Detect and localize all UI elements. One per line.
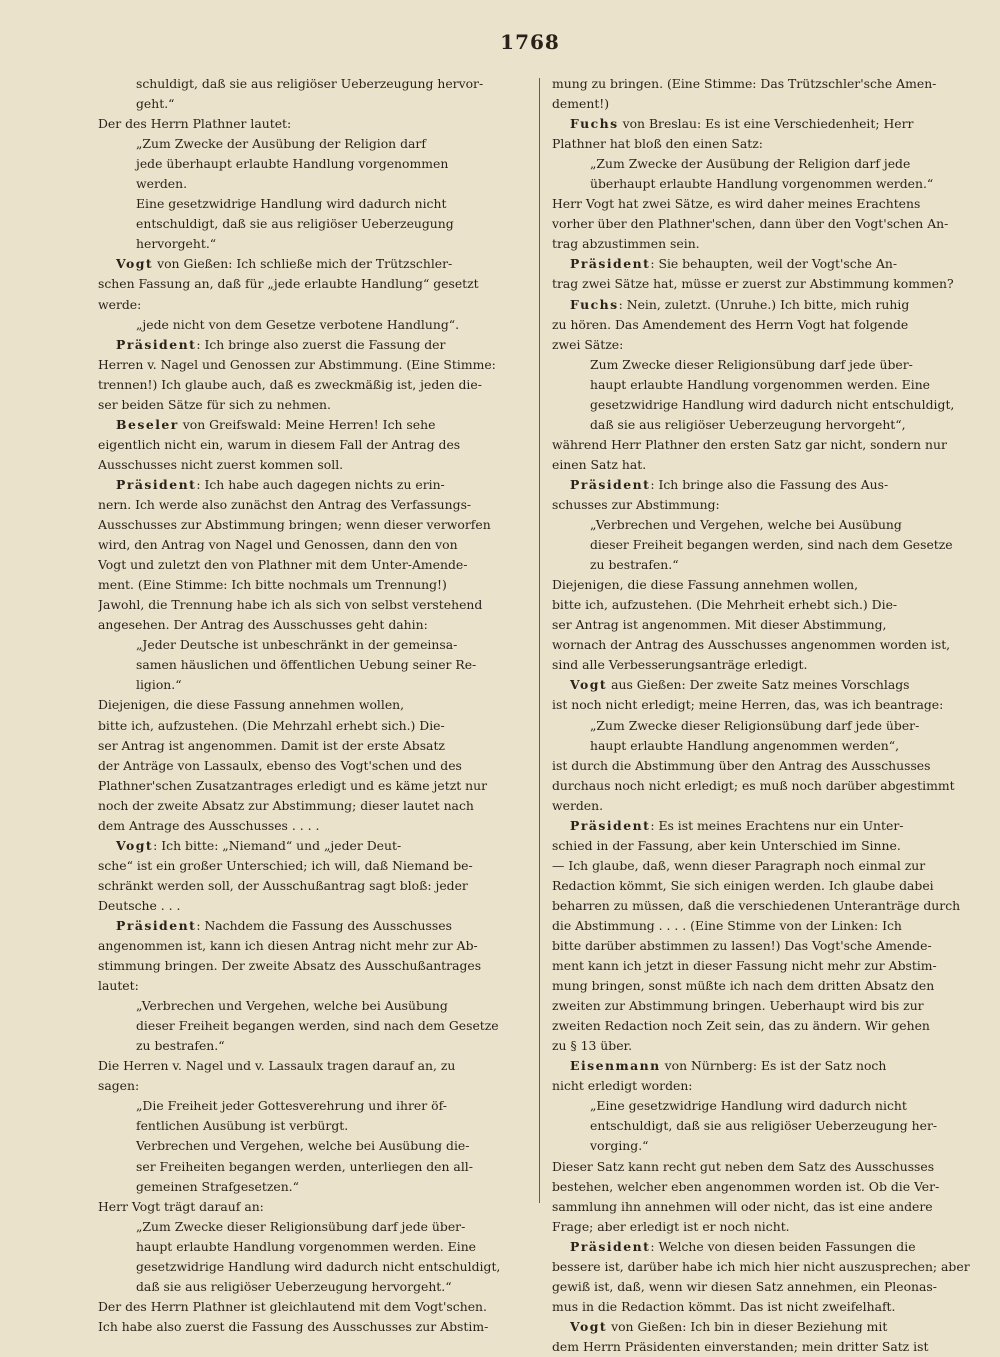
line-text: haupt erlaubte Handlung vorgenommen werden. Eine bbox=[136, 1238, 477, 1254]
text-line bbox=[98, 1317, 530, 1337]
text-line bbox=[98, 896, 530, 916]
text-line bbox=[552, 936, 976, 956]
line-text: Plathner'schen Zusatzantrages erledigt und es käme jetzt nur bbox=[98, 777, 488, 793]
speaker-name: Vogt bbox=[116, 256, 154, 272]
line-text: Jawohl, die Trennung habe ich als sich von selbst verstehend bbox=[98, 597, 483, 613]
quoted-text-line bbox=[98, 194, 530, 214]
line-text: mus in die Redaction kömmt. Das ist nicht zweifelhaft. bbox=[552, 1298, 896, 1314]
line-text: gemeinen Strafgesetzen.“ bbox=[136, 1178, 299, 1194]
line-text: dem Antrage des Ausschusses . . . . bbox=[98, 817, 320, 833]
line-text: zu hören. Das Amendement des Herrn Vogt hat folgende bbox=[552, 316, 909, 332]
quoted-text-line bbox=[98, 1036, 530, 1056]
line-text: bitte ich, aufzustehen. (Die Mehrzahl erhebt sich.) Die- bbox=[98, 717, 445, 733]
text-line bbox=[552, 1297, 976, 1317]
quoted-text-line bbox=[552, 174, 976, 194]
quoted-text-line bbox=[98, 675, 530, 695]
quoted-text-line bbox=[98, 1257, 530, 1277]
quoted-text-line bbox=[98, 1157, 530, 1177]
line-text: von Gießen: Ich schließe mich der Trützschler- bbox=[153, 256, 453, 272]
line-text: „Zum Zwecke dieser Religionsübung darf jede über- bbox=[590, 717, 920, 733]
quoted-text-line bbox=[98, 1177, 530, 1197]
text-line bbox=[552, 916, 976, 936]
line-text: „Zum Zwecke dieser Religionsübung darf jede über- bbox=[136, 1218, 466, 1234]
line-text: nern. Ich werde also zunächst den Antrag des Verfassungs- bbox=[98, 496, 472, 512]
speaker-line bbox=[98, 335, 530, 355]
line-text: : Welche von diesen beiden Fassungen die bbox=[650, 1238, 916, 1254]
speaker-line bbox=[98, 415, 530, 435]
text-line bbox=[552, 495, 976, 515]
line-text: : Nein, zuletzt. (Unruhe.) Ich bitte, mich ruhig bbox=[618, 296, 910, 312]
line-text: : Ich bitte: „Niemand“ und „jeder Deut- bbox=[153, 837, 402, 853]
quoted-text-line bbox=[552, 515, 976, 535]
line-text: werden. bbox=[552, 797, 604, 813]
speaker-line bbox=[98, 475, 530, 495]
text-line bbox=[552, 1016, 976, 1036]
text-line bbox=[552, 595, 976, 615]
line-text: ligion.“ bbox=[136, 677, 182, 693]
line-text: Frage; aber erledigt ist er noch nicht. bbox=[552, 1218, 790, 1234]
line-text: hervorgeht.“ bbox=[136, 236, 217, 252]
text-line bbox=[552, 575, 976, 595]
line-text: Zum Zwecke dieser Religionsübung darf jede über- bbox=[590, 356, 913, 372]
text-line bbox=[552, 615, 976, 635]
line-text: dem Herrn Präsidenten einverstanden; mein dritter Satz ist bbox=[552, 1338, 929, 1354]
line-text: eigentlich nicht ein, warum in diesem Fall der Antrag des bbox=[98, 436, 461, 452]
line-text: gesetzwidrige Handlung wird dadurch nicht entschuldigt, bbox=[590, 396, 955, 412]
text-line bbox=[552, 635, 976, 655]
line-text: schuldigt, daß sie aus religiöser Ueberzeugung hervor- bbox=[136, 76, 484, 91]
text-line bbox=[552, 1177, 976, 1197]
line-text: ser Freiheiten begangen werden, unterliegen den all- bbox=[136, 1158, 473, 1174]
quoted-text-line bbox=[98, 1277, 530, 1297]
quoted-text-line bbox=[98, 1136, 530, 1156]
quoted-text-line bbox=[552, 1096, 976, 1116]
line-text: „Zum Zwecke der Ausübung der Religion darf jede bbox=[590, 156, 911, 172]
speaker-line bbox=[98, 254, 530, 274]
line-text: schen Fassung an, daß für „jede erlaubte Handlung“ gesetzt bbox=[98, 276, 479, 292]
speaker-name: Vogt bbox=[570, 677, 608, 693]
speaker-name: Präsident bbox=[116, 336, 197, 352]
line-text: von Breslau: Es ist eine Verschiedenheit; Herr bbox=[618, 116, 914, 132]
line-text: haupt erlaubte Handlung vorgenommen werden. Eine bbox=[590, 376, 931, 392]
line-text: vorher über den Plathner'schen, dann über den Vogt'schen An- bbox=[552, 216, 949, 232]
line-text: zu bestrafen.“ bbox=[136, 1038, 225, 1054]
text-line bbox=[98, 575, 530, 595]
line-text: überhaupt erlaubte Handlung vorgenommen werden.“ bbox=[590, 176, 934, 192]
line-text: beharren zu müssen, daß die verschiedenen Unteranträge durch bbox=[552, 897, 961, 913]
speaker-line bbox=[552, 1237, 976, 1257]
text-line bbox=[98, 876, 530, 896]
text-line bbox=[98, 695, 530, 715]
line-text: : Nachdem die Fassung des Ausschusses bbox=[196, 917, 452, 933]
text-line bbox=[98, 976, 530, 996]
text-line bbox=[552, 996, 976, 1016]
quoted-text-line bbox=[98, 655, 530, 675]
line-text: mung zu bringen. (Eine Stimme: Das Trützschler'sche Amen- bbox=[552, 76, 937, 91]
text-line bbox=[552, 976, 976, 996]
line-text: entschuldigt, daß sie aus religiöser Ueberzeugung her- bbox=[590, 1118, 938, 1134]
speaker-line bbox=[552, 295, 976, 315]
line-text: nicht erledigt worden: bbox=[552, 1078, 693, 1094]
quoted-text-line bbox=[552, 395, 976, 415]
line-text: werde: bbox=[98, 296, 142, 312]
text-line bbox=[552, 335, 976, 355]
right-column bbox=[552, 74, 976, 1357]
text-line bbox=[552, 1197, 976, 1217]
line-text: sammlung ihn annehmen will oder nicht, das ist eine andere bbox=[552, 1198, 933, 1214]
text-line bbox=[552, 1277, 976, 1297]
line-text: wornach der Antrag des Ausschusses angenommen worden ist, bbox=[552, 637, 951, 653]
text-line bbox=[98, 495, 530, 515]
text-line bbox=[552, 194, 976, 214]
text-line bbox=[98, 395, 530, 415]
line-text: „Die Freiheit jeder Gottesverehrung und ihrer öf- bbox=[136, 1098, 447, 1114]
text-line bbox=[552, 74, 976, 94]
line-text: trag abzustimmen sein. bbox=[552, 236, 700, 252]
quoted-text-line bbox=[98, 1237, 530, 1257]
line-text: : Es ist meines Erachtens nur ein Unter- bbox=[650, 817, 904, 833]
line-text: aus Gießen: Der zweite Satz meines Vorschlags bbox=[607, 677, 910, 693]
line-text: dieser Freiheit begangen werden, sind nach dem Gesetze bbox=[590, 537, 953, 553]
text-line bbox=[98, 1197, 530, 1217]
text-line bbox=[98, 615, 530, 635]
line-text: gesetzwidrige Handlung wird dadurch nicht entschuldigt, bbox=[136, 1258, 501, 1274]
line-text: Der des Herrn Plathner ist gleichlautend mit dem Vogt'schen. bbox=[98, 1298, 487, 1314]
speaker-line bbox=[552, 475, 976, 495]
line-text: geht.“ bbox=[136, 96, 175, 112]
line-text: lautet: bbox=[98, 978, 139, 994]
text-line bbox=[98, 1056, 530, 1076]
speaker-name: Vogt bbox=[116, 837, 154, 853]
line-text: : Ich habe auch dagegen nichts zu erin- bbox=[196, 476, 445, 492]
speaker-name: Präsident bbox=[116, 476, 197, 492]
text-line bbox=[98, 114, 530, 134]
text-line bbox=[98, 595, 530, 615]
quoted-text-line bbox=[552, 1116, 976, 1136]
line-text: der Anträge von Lassaulx, ebenso des Vogt'schen und des bbox=[98, 757, 462, 773]
text-line bbox=[98, 295, 530, 315]
text-line bbox=[98, 435, 530, 455]
quoted-text-line bbox=[98, 214, 530, 234]
quoted-text-line bbox=[98, 74, 530, 94]
line-text: Vogt und zuletzt den von Plathner mit dem Unter-Amende- bbox=[98, 557, 468, 573]
text-line bbox=[552, 214, 976, 234]
line-text: sind alle Verbesserungsanträge erledigt. bbox=[552, 657, 808, 673]
text-line bbox=[552, 455, 976, 475]
speaker-line bbox=[98, 836, 530, 856]
line-text: Herr Vogt hat zwei Sätze, es wird daher meines Erachtens bbox=[552, 196, 921, 212]
quoted-text-line bbox=[98, 996, 530, 1016]
speaker-name: Vogt bbox=[570, 1318, 608, 1334]
line-text: zu bestrafen.“ bbox=[590, 557, 679, 573]
line-text: ment. (Eine Stimme: Ich bitte nochmals um Trennung!) bbox=[98, 577, 447, 593]
quoted-text-line bbox=[98, 635, 530, 655]
line-text: gewiß ist, daß, wenn wir diesen Satz annehmen, ein Pleonas- bbox=[552, 1278, 937, 1294]
line-text: ser Antrag ist angenommen. Mit dieser Abstimmung, bbox=[552, 617, 887, 633]
line-text: werden. bbox=[136, 176, 188, 192]
line-text: während Herr Plathner den ersten Satz gar nicht, sondern nur bbox=[552, 436, 947, 452]
text-line bbox=[552, 796, 976, 816]
line-text: „Zum Zwecke der Ausübung der Religion darf bbox=[136, 136, 426, 152]
quoted-text-line bbox=[98, 1217, 530, 1237]
quoted-text-line bbox=[98, 1016, 530, 1036]
line-text: — Ich glaube, daß, wenn dieser Paragraph noch einmal zur bbox=[552, 857, 926, 873]
speaker-name: Präsident bbox=[570, 476, 651, 492]
line-text: einen Satz hat. bbox=[552, 456, 647, 472]
quoted-text-line bbox=[552, 375, 976, 395]
text-line bbox=[98, 375, 530, 395]
line-text: daß sie aus religiöser Ueberzeugung hervorgeht“, bbox=[590, 416, 906, 432]
quoted-text-line bbox=[552, 535, 976, 555]
line-text: schusses zur Abstimmung: bbox=[552, 496, 720, 512]
text-line bbox=[552, 1157, 976, 1177]
text-line bbox=[98, 535, 530, 555]
speaker-line bbox=[552, 114, 976, 134]
line-text: Redaction kömmt, Sie sich einigen werden. Ich glaube dabei bbox=[552, 877, 934, 893]
line-text: sche“ ist ein großer Unterschied; ich will, daß Niemand be- bbox=[98, 857, 473, 873]
line-text: „Verbrechen und Vergehen, welche bei Ausübung bbox=[136, 998, 448, 1014]
line-text: bestehen, welcher eben angenommen worden ist. Ob die Ver- bbox=[552, 1178, 940, 1194]
line-text: Plathner hat bloß den einen Satz: bbox=[552, 136, 763, 152]
text-line bbox=[98, 515, 530, 535]
speaker-name: Präsident bbox=[570, 817, 651, 833]
line-text: ment kann ich jetzt in dieser Fassung nicht mehr zur Abstim- bbox=[552, 958, 937, 974]
line-text: Dieser Satz kann recht gut neben dem Satz des Ausschusses bbox=[552, 1158, 935, 1174]
text-line bbox=[552, 836, 976, 856]
speaker-name: Beseler bbox=[116, 416, 179, 432]
line-text: „Jeder Deutsche ist unbeschränkt in der gemeinsa- bbox=[136, 637, 458, 653]
text-line bbox=[98, 274, 530, 294]
line-text: daß sie aus religiöser Ueberzeugung hervorgeht.“ bbox=[136, 1278, 452, 1294]
text-line bbox=[552, 435, 976, 455]
line-text: von Gießen: Ich bin in dieser Beziehung mit bbox=[607, 1318, 888, 1334]
line-text: von Greifswald: Meine Herren! Ich sehe bbox=[178, 416, 436, 432]
quoted-text-line bbox=[98, 1116, 530, 1136]
line-text: Eine gesetzwidrige Handlung wird dadurch nicht bbox=[136, 196, 447, 212]
text-line bbox=[98, 1297, 530, 1317]
speaker-line bbox=[552, 254, 976, 274]
text-line bbox=[98, 776, 530, 796]
text-line bbox=[552, 876, 976, 896]
left-column bbox=[98, 74, 530, 1337]
line-text: Diejenigen, die diese Fassung annehmen wollen, bbox=[552, 577, 859, 593]
quoted-text-line bbox=[98, 315, 530, 335]
line-text: trennen!) Ich glaube auch, daß es zweckmäßig ist, jeden die- bbox=[98, 376, 482, 392]
quoted-text-line bbox=[552, 415, 976, 435]
text-line bbox=[98, 956, 530, 976]
speaker-name: Fuchs bbox=[570, 116, 619, 132]
quoted-text-line bbox=[98, 154, 530, 174]
text-line bbox=[98, 756, 530, 776]
speaker-line bbox=[552, 1317, 976, 1337]
line-text: : Ich bringe also die Fassung des Aus- bbox=[650, 476, 889, 492]
text-line bbox=[552, 134, 976, 154]
line-text: dieser Freiheit begangen werden, sind nach dem Gesetze bbox=[136, 1018, 499, 1034]
line-text: Deutsche . . . bbox=[98, 897, 181, 913]
quoted-text-line bbox=[552, 355, 976, 375]
speaker-name: Präsident bbox=[570, 256, 651, 272]
speaker-line bbox=[552, 675, 976, 695]
text-line bbox=[552, 1076, 976, 1096]
line-text: angesehen. Der Antrag des Ausschusses geht dahin: bbox=[98, 617, 428, 633]
quoted-text-line bbox=[552, 154, 976, 174]
quoted-text-line bbox=[98, 134, 530, 154]
speaker-line bbox=[552, 1056, 976, 1076]
line-text: : Ich bringe also zuerst die Fassung der bbox=[196, 336, 446, 352]
column-divider bbox=[539, 78, 540, 1203]
line-text: die Abstimmung . . . . (Eine Stimme von der Linken: Ich bbox=[552, 917, 902, 933]
text-line bbox=[98, 555, 530, 575]
text-line bbox=[552, 234, 976, 254]
line-text: zu § 13 über. bbox=[552, 1038, 633, 1054]
line-text: zweiten zur Abstimmung bringen. Ueberhaupt wird bis zur bbox=[552, 998, 924, 1014]
line-text: samen häuslichen und öffentlichen Uebung seiner Re- bbox=[136, 657, 477, 673]
line-text: „jede nicht von dem Gesetze verbotene Handlung“. bbox=[136, 316, 460, 332]
line-text: zweiten Redaction noch Zeit sein, das zu ändern. Wir gehen bbox=[552, 1018, 930, 1034]
line-text: stimmung bringen. Der zweite Absatz des Ausschußantrages bbox=[98, 958, 482, 974]
text-line bbox=[98, 796, 530, 816]
speaker-name: Fuchs bbox=[570, 296, 619, 312]
line-text: haupt erlaubte Handlung angenommen werden“, bbox=[590, 737, 900, 753]
text-line bbox=[98, 816, 530, 836]
text-line bbox=[98, 355, 530, 375]
quoted-text-line bbox=[98, 1096, 530, 1116]
speaker-line bbox=[552, 816, 976, 836]
text-line bbox=[552, 776, 976, 796]
line-text: Ich habe also zuerst die Fassung des Ausschusses zur Abstim- bbox=[98, 1318, 489, 1334]
line-text: „Eine gesetzwidrige Handlung wird dadurch nicht bbox=[590, 1098, 907, 1114]
line-text: „Verbrechen und Vergehen, welche bei Ausübung bbox=[590, 517, 902, 533]
text-line bbox=[552, 1036, 976, 1056]
speaker-line bbox=[98, 916, 530, 936]
text-line bbox=[98, 856, 530, 876]
line-text: dement!) bbox=[552, 96, 610, 112]
line-text: trag zwei Sätze hat, müsse er zuerst zur Abstimmung kommen? bbox=[552, 276, 954, 292]
page-number: 1768 bbox=[500, 30, 560, 54]
line-text: noch der zweite Absatz zur Abstimmung; dieser lautet nach bbox=[98, 797, 474, 813]
line-text: bessere ist, darüber habe ich mich hier nicht auszusprechen; aber bbox=[552, 1258, 970, 1274]
speaker-name: Präsident bbox=[570, 1238, 651, 1254]
text-line bbox=[552, 1337, 976, 1357]
speaker-name: Präsident bbox=[116, 917, 197, 933]
line-text: Herren v. Nagel und Genossen zur Abstimmung. (Eine Stimme: bbox=[98, 356, 496, 372]
line-text: Ausschusses nicht zuerst kommen soll. bbox=[98, 456, 344, 472]
text-line bbox=[552, 1217, 976, 1237]
quoted-text-line bbox=[552, 555, 976, 575]
text-line bbox=[552, 695, 976, 715]
text-line bbox=[98, 736, 530, 756]
line-text: bitte darüber abstimmen zu lassen!) Das Vogt'sche Amende- bbox=[552, 938, 932, 954]
text-line bbox=[98, 1076, 530, 1096]
quoted-text-line bbox=[98, 174, 530, 194]
text-line bbox=[552, 94, 976, 114]
line-text: bitte ich, aufzustehen. (Die Mehrheit erhebt sich.) Die- bbox=[552, 597, 898, 613]
line-text: vorging.“ bbox=[590, 1138, 649, 1154]
text-line bbox=[98, 455, 530, 475]
line-text: wird, den Antrag von Nagel und Genossen, dann den von bbox=[98, 537, 458, 553]
line-text: ist durch die Abstimmung über den Antrag des Ausschusses bbox=[552, 757, 931, 773]
text-line bbox=[552, 956, 976, 976]
line-text: Verbrechen und Vergehen, welche bei Ausübung die- bbox=[136, 1138, 470, 1154]
text-line bbox=[552, 315, 976, 335]
text-line bbox=[552, 756, 976, 776]
line-text: Diejenigen, die diese Fassung annehmen wollen, bbox=[98, 697, 405, 713]
text-line bbox=[98, 936, 530, 956]
quoted-text-line bbox=[552, 1136, 976, 1156]
line-text: Ausschusses zur Abstimmung bringen; wenn dieser verworfen bbox=[98, 517, 491, 533]
speaker-name: Eisenmann bbox=[570, 1058, 661, 1074]
line-text: zwei Sätze: bbox=[552, 336, 624, 352]
text-line bbox=[552, 274, 976, 294]
line-text: ser Antrag ist angenommen. Damit ist der erste Absatz bbox=[98, 737, 445, 753]
line-text: durchaus noch nicht erledigt; es muß noch darüber abgestimmt bbox=[552, 777, 955, 793]
text-line bbox=[552, 856, 976, 876]
quoted-text-line bbox=[98, 234, 530, 254]
line-text: : Sie behaupten, weil der Vogt'sche An- bbox=[650, 256, 898, 272]
line-text: von Nürnberg: Es ist der Satz noch bbox=[660, 1058, 887, 1074]
line-text: Herr Vogt trägt darauf an: bbox=[98, 1198, 264, 1214]
line-text: fentlichen Ausübung ist verbürgt. bbox=[136, 1118, 349, 1134]
text-line bbox=[98, 716, 530, 736]
line-text: ser beiden Sätze für sich zu nehmen. bbox=[98, 396, 331, 412]
line-text: angenommen ist, kann ich diesen Antrag nicht mehr zur Ab- bbox=[98, 938, 478, 954]
line-text: Der des Herrn Plathner lautet: bbox=[98, 116, 292, 132]
line-text: ist noch nicht erledigt; meine Herren, das, was ich beantrage: bbox=[552, 697, 944, 713]
line-text: mung bringen, sonst müßte ich nach dem dritten Absatz den bbox=[552, 978, 935, 994]
line-text: schied in der Fassung, aber kein Unterschied im Sinne. bbox=[552, 837, 901, 853]
text-line bbox=[552, 1257, 976, 1277]
line-text: Die Herren v. Nagel und v. Lassaulx tragen darauf an, zu bbox=[98, 1058, 456, 1074]
line-text: sagen: bbox=[98, 1078, 140, 1094]
quoted-text-line bbox=[552, 736, 976, 756]
line-text: schränkt werden soll, der Ausschußantrag sagt bloß: jeder bbox=[98, 877, 468, 893]
line-text: entschuldigt, daß sie aus religiöser Ueberzeugung bbox=[136, 216, 454, 232]
quoted-text-line bbox=[98, 94, 530, 114]
quoted-text-line bbox=[552, 716, 976, 736]
text-line bbox=[552, 655, 976, 675]
text-line bbox=[552, 896, 976, 916]
line-text: jede überhaupt erlaubte Handlung vorgenommen bbox=[136, 156, 449, 172]
